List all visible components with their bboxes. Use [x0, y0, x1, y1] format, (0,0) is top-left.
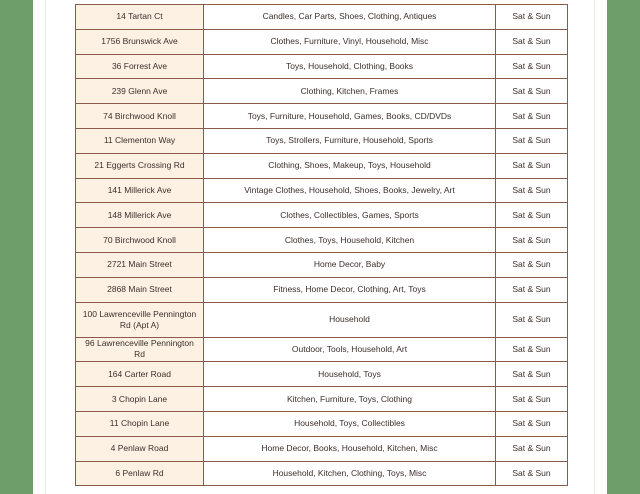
address-cell: 148 Millerick Ave: [76, 203, 204, 228]
days-cell: Sat & Sun: [496, 337, 568, 362]
items-cell: Toys, Strollers, Furniture, Household, Sports: [204, 128, 496, 153]
items-cell: Kitchen, Furniture, Toys, Clothing: [204, 387, 496, 412]
items-cell: Vintage Clothes, Household, Shoes, Books, Jewelry, Art: [204, 178, 496, 203]
table-row: [76, 436, 568, 461]
address-cell: 21 Eggerts Crossing Rd: [76, 153, 204, 178]
table-row: [76, 252, 568, 277]
days-cell: Sat & Sun: [496, 461, 568, 486]
items-cell: Clothing, Shoes, Makeup, Toys, Household: [204, 153, 496, 178]
items-cell: Clothes, Toys, Household, Kitchen: [204, 228, 496, 253]
items-cell: Household: [204, 302, 496, 337]
days-cell: Sat & Sun: [496, 411, 568, 436]
items-cell: Home Decor, Books, Household, Kitchen, Misc: [204, 436, 496, 461]
days-cell: Sat & Sun: [496, 252, 568, 277]
items-cell: Clothing, Kitchen, Frames: [204, 79, 496, 104]
table-row: [76, 228, 568, 253]
table-row: [76, 203, 568, 228]
items-cell: Outdoor, Tools, Household, Art: [204, 337, 496, 362]
table-row: [76, 362, 568, 387]
address-cell: 3 Chopin Lane: [76, 387, 204, 412]
items-cell: Clothes, Collectibles, Games, Sports: [204, 203, 496, 228]
days-cell: Sat & Sun: [496, 5, 568, 30]
days-cell: Sat & Sun: [496, 228, 568, 253]
items-cell: Toys, Furniture, Household, Games, Books, CD/DVDs: [204, 104, 496, 129]
address-cell: 36 Forrest Ave: [76, 54, 204, 79]
address-cell: 11 Chopin Lane: [76, 411, 204, 436]
address-cell: 6 Penlaw Rd: [76, 461, 204, 486]
page-frame: [33, 0, 607, 494]
address-cell: 14 Tartan Ct: [76, 5, 204, 30]
days-cell: Sat & Sun: [496, 178, 568, 203]
table-row: [76, 387, 568, 412]
days-cell: Sat & Sun: [496, 277, 568, 302]
address-cell: 4 Penlaw Road: [76, 436, 204, 461]
items-cell: Clothes, Furniture, Vinyl, Household, Misc: [204, 29, 496, 54]
table-row: [76, 29, 568, 54]
table-row: [76, 153, 568, 178]
table-row: [76, 128, 568, 153]
table-row: [76, 104, 568, 129]
table-row: [76, 54, 568, 79]
items-cell: Household, Toys: [204, 362, 496, 387]
days-cell: Sat & Sun: [496, 29, 568, 54]
days-cell: Sat & Sun: [496, 153, 568, 178]
address-cell: 1756 Brunswick Ave: [76, 29, 204, 54]
table-row: [76, 277, 568, 302]
address-cell: 2868 Main Street: [76, 277, 204, 302]
address-cell: 2721 Main Street: [76, 252, 204, 277]
address-cell: 96 Lawrenceville Pennington Rd: [76, 337, 204, 362]
days-cell: Sat & Sun: [496, 79, 568, 104]
address-cell: 239 Glenn Ave: [76, 79, 204, 104]
address-cell: 164 Carter Road: [76, 362, 204, 387]
items-cell: Fitness, Home Decor, Clothing, Art, Toys: [204, 277, 496, 302]
items-cell: Toys, Household, Clothing, Books: [204, 54, 496, 79]
address-cell: 141 Millerick Ave: [76, 178, 204, 203]
items-cell: Household, Kitchen, Clothing, Toys, Misc: [204, 461, 496, 486]
table-row: [76, 337, 568, 362]
days-cell: Sat & Sun: [496, 362, 568, 387]
items-cell: Candles, Car Parts, Shoes, Clothing, Antiques: [204, 5, 496, 30]
days-cell: Sat & Sun: [496, 128, 568, 153]
days-cell: Sat & Sun: [496, 436, 568, 461]
garage-sales-table: [75, 4, 568, 486]
days-cell: Sat & Sun: [496, 54, 568, 79]
days-cell: Sat & Sun: [496, 203, 568, 228]
days-cell: Sat & Sun: [496, 104, 568, 129]
table-row: [76, 5, 568, 30]
days-cell: Sat & Sun: [496, 387, 568, 412]
table-row: [76, 178, 568, 203]
items-cell: Home Decor, Baby: [204, 252, 496, 277]
address-cell: 11 Clementon Way: [76, 128, 204, 153]
days-cell: Sat & Sun: [496, 302, 568, 337]
table-row: [76, 79, 568, 104]
table-row: [76, 302, 568, 337]
table-row: [76, 411, 568, 436]
address-cell: 100 Lawrenceville Pennington Rd (Apt A): [76, 302, 204, 337]
items-cell: Household, Toys, Collectibles: [204, 411, 496, 436]
address-cell: 74 Birchwood Knoll: [76, 104, 204, 129]
table-row: [76, 461, 568, 486]
address-cell: 70 Birchwood Knoll: [76, 228, 204, 253]
